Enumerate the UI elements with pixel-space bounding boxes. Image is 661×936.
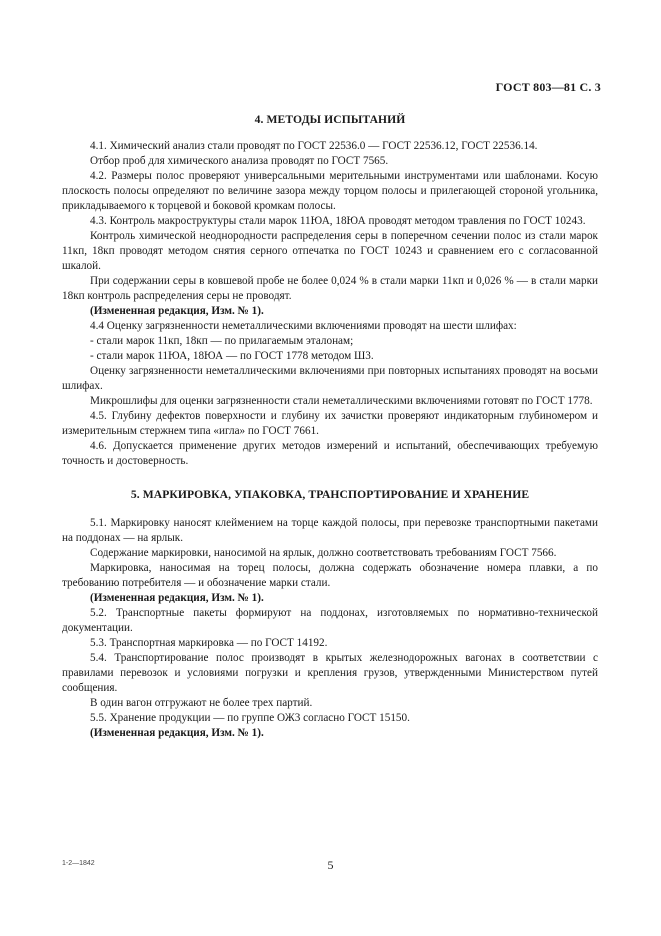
paragraph: При содержании серы в ковшевой пробе не более 0,024 % в стали марки 11кп и 0,026 % — в стали марки 18кп контроль распределения серы не проводят. xyxy=(62,275,598,302)
paragraph: 4.4 Оценку загрязненности неметаллическими включениями проводят на шести шлифах: xyxy=(90,320,517,332)
section-4-body xyxy=(62,139,598,469)
paragraph: 5.2. Транспортные пакеты формируют на поддонах, изготовляемых по нормативно-технической документации. xyxy=(62,607,598,634)
section-4-title: 4. МЕТОДЫ ИСПЫТАНИЙ xyxy=(254,113,406,126)
paragraph: Содержание маркировки, наносимой на ярлык, должно соответствовать требованиям ГОСТ 7566. xyxy=(90,547,557,559)
amendment-note: (Измененная редакция, Изм. № 1). xyxy=(90,592,264,604)
paragraph: 4.1. Химический анализ стали проводят по ГОСТ 22536.0 — ГОСТ 22536.12, ГОСТ 22536.14. xyxy=(90,140,538,152)
paragraph: 5.4. Транспортирование полос производят в крытых железнодорожных вагонах в соответствии с правилами перевозок и условиями погрузки и крепления грузов, утвержденными Министерством путей сообщения. xyxy=(62,652,598,694)
section-5-body xyxy=(62,516,598,741)
paragraph: 4.5. Глубину дефектов поверхности и глубину их зачистки проверяют индикаторным глубиномером и измерительным стержнем типа «игла» по ГОСТ 7661. xyxy=(62,410,598,437)
paragraph: Маркировка, наносимая на торец полосы, должна содержать обозначение номера плавки, а по требованию потребителя — и обозначение марки стали. xyxy=(62,562,598,589)
amendment-note: (Измененная редакция, Изм. № 1). xyxy=(90,727,264,739)
print-code: 1-2—1842 xyxy=(62,860,95,867)
amendment-note: (Измененная редакция, Изм. № 1). xyxy=(90,305,264,317)
paragraph: 5.1. Маркировку наносят клеймением на торце каждой полосы, при перевозке транспортными пакетами на поддонах — на ярлык. xyxy=(62,517,598,544)
list-item: - стали марок 11кп, 18кп — по прилагаемым эталонам; xyxy=(90,335,354,347)
paragraph: Оценку загрязненности неметаллическими включениями при повторных испытаниях проводят на восьми шлифах. xyxy=(62,365,598,392)
document-body xyxy=(62,112,598,741)
paragraph: Отбор проб для химического анализа проводят по ГОСТ 7565. xyxy=(90,155,389,167)
paragraph: 4.6. Допускается применение других методов измерений и испытаний, обеспечивающих требуемую точность и достоверность. xyxy=(62,440,598,467)
paragraph: 4.3. Контроль макроструктуры стали марок 11ЮА, 18ЮА проводят методом травления по ГОСТ 10243. xyxy=(90,215,586,227)
paragraph: В один вагон отгружают не более трех партий. xyxy=(90,697,313,709)
paragraph: Микрошлифы для оценки загрязненности стали неметаллическими включениями готовят по ГОСТ 1778. xyxy=(90,395,593,407)
paragraph: 5.5. Хранение продукции — по группе ОЖ3 согласно ГОСТ 15150. xyxy=(90,712,410,724)
paragraph: 4.2. Размеры полос проверяют универсальными мерительными инструментами или шаблонами. Косую плоскость полосы определяют по величине зазора между торцом полосы и прилегающей стороной угольника, прикладываемого к торцевой и боковой кромкам полосы. xyxy=(62,170,598,212)
page-header: ГОСТ 803—81 С. 3 xyxy=(495,80,601,94)
section-5-title: 5. МАРКИРОВКА, УПАКОВКА, ТРАНСПОРТИРОВАНИЕ И ХРАНЕНИЕ xyxy=(130,488,530,501)
paragraph: 5.3. Транспортная маркировка — по ГОСТ 14192. xyxy=(90,637,328,649)
paragraph: Контроль химической неоднородности распределения серы в поперечном сечении полос из стали марок 11кп, 18кп проводят методом снятия серного отпечатка по ГОСТ 10243 и сравнением его с согласованной шкалой. xyxy=(62,230,598,272)
list-item: - стали марок 11ЮА, 18ЮА — по ГОСТ 1778 методом Ш3. xyxy=(90,350,374,362)
page-number: 5 xyxy=(327,858,334,872)
